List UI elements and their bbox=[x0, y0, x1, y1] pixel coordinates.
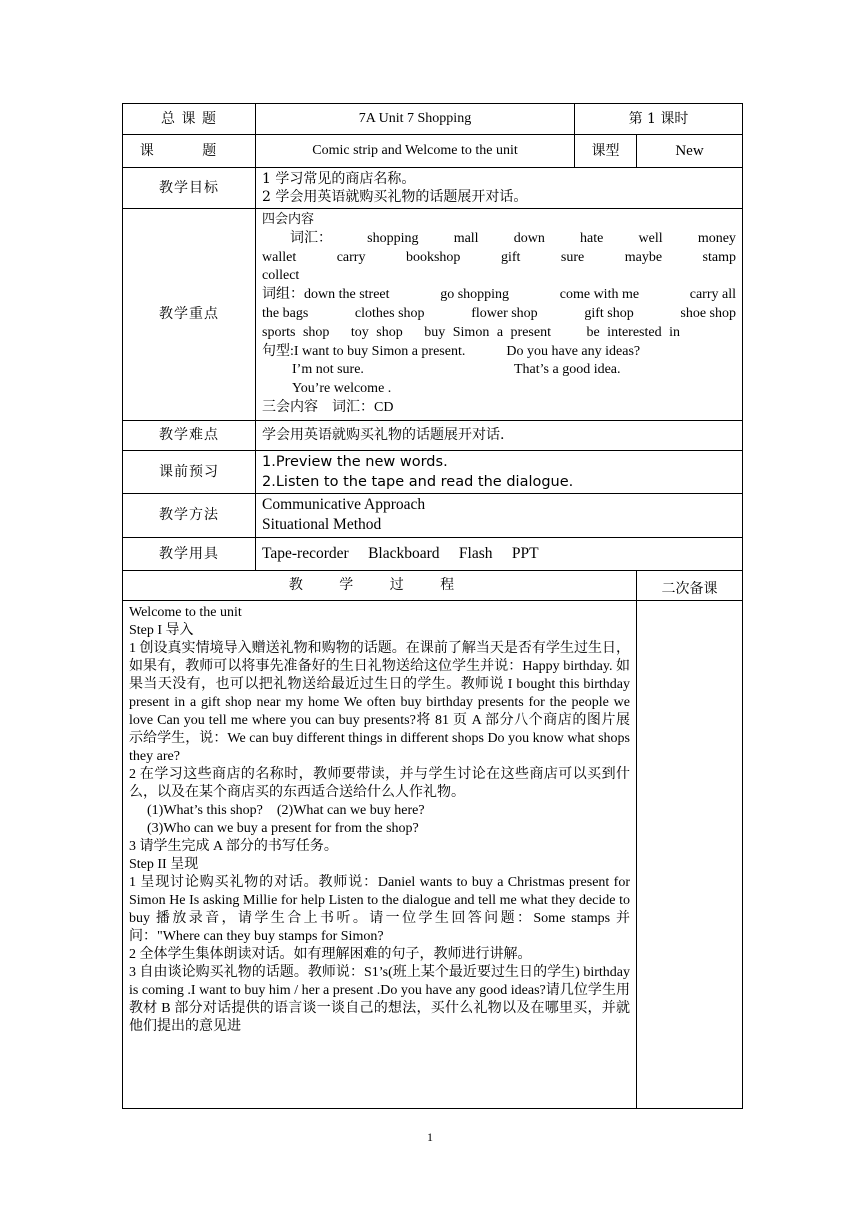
tool-item: PPT bbox=[511, 544, 539, 562]
objectives-content bbox=[256, 168, 743, 209]
difficulty-text: 学会用英语就购买礼物的话题展开对话. bbox=[256, 420, 743, 450]
preview-line-2: 2.Listen to the tape and read the dialogue. bbox=[262, 473, 574, 490]
second-prep-cell bbox=[637, 600, 743, 1108]
process-content bbox=[123, 600, 637, 1108]
phrase: clothes shop bbox=[354, 305, 425, 321]
phrase-line-1 bbox=[262, 286, 736, 305]
three-skill-line: 三会内容 词汇：CD bbox=[262, 399, 394, 415]
row-topic bbox=[123, 104, 743, 135]
vocab-word: bookshop bbox=[405, 249, 461, 265]
row-tools bbox=[123, 537, 743, 570]
tools-label: 教学用具 bbox=[123, 537, 256, 570]
row-process-header bbox=[123, 570, 743, 600]
vocab-word: money bbox=[697, 230, 736, 246]
method-label: 教学方法 bbox=[123, 493, 256, 537]
vocab-word: sure bbox=[560, 249, 585, 265]
row-objectives bbox=[123, 168, 743, 209]
process-para: Step II 呈现 bbox=[129, 856, 199, 872]
key-points-content bbox=[256, 209, 743, 421]
type-value: New bbox=[637, 135, 743, 168]
sentence: 句型:I want to buy Simon a present. bbox=[262, 343, 466, 359]
phrase: gift shop bbox=[584, 305, 634, 321]
sentence: I’m not sure. bbox=[292, 362, 364, 378]
phrase: flower shop bbox=[471, 305, 538, 321]
process-para: 2 在学习这些商店的名称时，教师要带读，并与学生讨论在这些商店可以买到什么，以及在某个商店买的东西适合送给什么人作礼物。 bbox=[129, 766, 630, 800]
lesson-title: Comic strip and Welcome to the unit bbox=[256, 135, 575, 168]
phrase: sports shop bbox=[262, 324, 330, 340]
tool-item: Flash bbox=[458, 544, 493, 562]
sentence: Do you have any ideas? bbox=[506, 343, 641, 359]
key-heading: 四会内容 bbox=[262, 212, 315, 227]
process-para: 3 请学生完成 A 部分的书写任务。 bbox=[129, 838, 338, 854]
period-label: 第 1 课时 bbox=[575, 104, 743, 135]
objectives-label: 教学目标 bbox=[123, 168, 256, 209]
vocab-line-1 bbox=[262, 230, 736, 249]
vocab-word: stamp bbox=[702, 249, 736, 265]
type-label: 课型 bbox=[575, 135, 637, 168]
topic-label: 总 课 题 bbox=[123, 104, 256, 135]
phrase: shoe shop bbox=[680, 305, 737, 321]
sentence: That’s a good idea. bbox=[514, 362, 621, 378]
process-para: Step I 导入 bbox=[129, 622, 194, 638]
vocab-line-3: collect bbox=[262, 268, 300, 284]
method-line-1: Communicative Approach bbox=[262, 496, 426, 514]
row-method bbox=[123, 493, 743, 537]
process-para: 2 全体学生集体朗读对话。如有理解困难的句子，教师进行讲解。 bbox=[129, 946, 532, 962]
lesson-label: 课 题 bbox=[123, 135, 256, 168]
vocab-word: shopping bbox=[367, 230, 419, 246]
phrase: toy shop bbox=[350, 324, 403, 340]
lesson-plan-table bbox=[122, 103, 743, 1109]
second-prep-label: 二次备课 bbox=[637, 570, 743, 600]
method-content bbox=[256, 493, 743, 537]
difficulty-label: 教学难点 bbox=[123, 420, 256, 450]
vocab-word: down bbox=[513, 230, 545, 246]
phrase: carry all bbox=[689, 287, 736, 303]
phrase-line-3 bbox=[262, 324, 736, 343]
row-process-content bbox=[123, 600, 743, 1108]
tool-item: Blackboard bbox=[368, 544, 440, 562]
key-points-label: 教学重点 bbox=[123, 209, 256, 421]
process-para: 3 自由谈论购买礼物的话题。教师说：S1’s(班上某个最近要过生日的学生) birthday is coming .I want to buy him / her a present .Do you have any good ideas?请几位学生用教材 B 部分对话提供的语言谈一谈自己的想法，买什么礼物以及在哪里买，并就他们提出的意见进 bbox=[129, 964, 630, 1034]
process-para: (3)Who can we buy a present for from the shop? bbox=[147, 820, 419, 836]
phrase: go shopping bbox=[440, 287, 510, 303]
phrase: the bags bbox=[262, 305, 309, 321]
row-difficulty bbox=[123, 420, 743, 450]
row-preview bbox=[123, 450, 743, 493]
process-para: 1 创设真实情境导入赠送礼物和购物的话题。在课前了解当天是否有学生过生日，如果有，教师可以将事先准备好的生日礼物送给这位学生并说：Happy birthday. 如果当天没有，也可以把礼物送给最近过生日的学生。教师说 I bought this birthday present in a gift shop near my home We often buy birthday presents for the people we love Can you tell me where you can buy presents?将 81 页 A 部分八个商店的图片展示给学生，说：We can buy different things in different shops Do you know what shops they are? bbox=[129, 640, 630, 764]
objective-line-1: 1 学习常见的商店名称。 bbox=[262, 171, 416, 187]
topic-title: 7A Unit 7 Shopping bbox=[256, 104, 575, 135]
sentence-line-3: You’re welcome . bbox=[292, 381, 392, 397]
preview-label: 课前预习 bbox=[123, 450, 256, 493]
phrase: come with me bbox=[559, 287, 640, 303]
phrase-line-2 bbox=[262, 305, 736, 324]
process-para: Welcome to the unit bbox=[129, 604, 242, 620]
vocab-word: mall bbox=[453, 230, 479, 246]
phrase: buy Simon a present bbox=[424, 324, 551, 340]
row-key-points bbox=[123, 209, 743, 421]
vocab-word: 词汇： bbox=[290, 230, 332, 246]
vocab-word: hate bbox=[580, 230, 604, 246]
process-para: (1)What’s this shop? (2)What can we buy here? bbox=[147, 802, 425, 818]
preview-content bbox=[256, 450, 743, 493]
vocab-word: carry bbox=[336, 249, 366, 265]
sentence-line-2 bbox=[262, 361, 736, 380]
method-line-2: Situational Method bbox=[262, 516, 382, 534]
vocab-word: wallet bbox=[262, 249, 297, 265]
phrase: 词组：down the street bbox=[262, 287, 390, 303]
tools-content bbox=[256, 537, 743, 570]
vocab-line-2 bbox=[262, 249, 736, 268]
process-para: 1 呈现讨论购买礼物的对话。教师说：Daniel wants to buy a Christmas present for Simon He Is asking Millie for help Listen to the dialogue and tell me what they decide to buy 播放录音，请学生合上书听。请一位学生回答问题：Some stamps 并问："Where can they buy stamps for Simon? bbox=[129, 874, 630, 944]
tool-item: Tape-recorder bbox=[262, 544, 349, 562]
vocab-word: well bbox=[638, 230, 663, 246]
vocab-word: maybe bbox=[624, 249, 663, 265]
vocab-word: gift bbox=[500, 249, 521, 265]
sentence-line-1 bbox=[262, 343, 736, 362]
process-label: 教 学 过 程 bbox=[123, 570, 637, 600]
phrase: be interested in bbox=[586, 324, 680, 340]
preview-line-1: 1.Preview the new words. bbox=[262, 453, 448, 470]
page-number: 1 bbox=[427, 1130, 433, 1144]
row-lesson bbox=[123, 135, 743, 168]
objective-line-2: 2 学会用英语就购买礼物的话题展开对话。 bbox=[262, 189, 528, 205]
